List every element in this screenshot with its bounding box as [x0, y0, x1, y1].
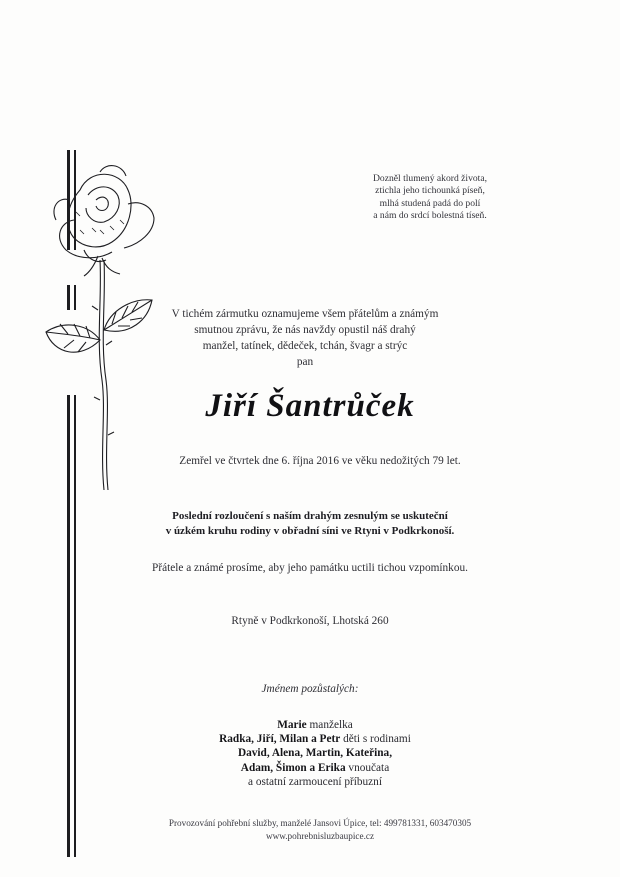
mourner-names: Radka, Jiří, Milan a Petr: [219, 733, 341, 746]
announcement-intro: [150, 306, 460, 370]
intro-line: V tichém zármutku oznamujeme všem přátelům a známým: [171, 308, 439, 320]
farewell-line: Poslední rozloučení s naším drahým zesnulým se uskuteční: [172, 510, 448, 522]
deceased-name: Jiří Šantrůček: [205, 388, 415, 424]
mourner-role: vnoučata: [345, 761, 390, 774]
poem-line: Dozněl tlumený akord života,: [372, 173, 488, 184]
mourner-line: [170, 746, 460, 760]
poem: [330, 173, 530, 223]
death-date-line: Zemřel ve čtvrtek dne 6. října 2016 ve věku nedožitých 79 let.: [179, 455, 461, 467]
farewell-notice: [110, 509, 510, 539]
mourner-names: Marie: [277, 719, 307, 731]
poem-line: mlhá studená padá do polí: [379, 197, 481, 209]
mourner-line: [170, 775, 460, 789]
funeral-service-footer: [110, 817, 530, 842]
intro-line: manžel, tatínek, dědeček, tchán, švagr a strýc: [202, 340, 408, 352]
intro-line: pan: [296, 356, 314, 368]
remembrance-request: Přátele a známé prosíme, aby jeho památku uctili tichou vzpomínkou.: [152, 562, 468, 574]
footer-website: www.pohrebnisluzbaupice.cz: [265, 830, 375, 841]
mourner-line: [170, 761, 460, 775]
intro-line: smutnou zprávu, že nás navždy opustil náš drahý: [194, 324, 416, 336]
mourner-role: manželka: [306, 719, 353, 731]
mourner-names: David, Alena, Martin, Kateřina,: [237, 747, 393, 760]
mourner-role: a ostatní zarmoucení příbuzní: [248, 775, 382, 788]
mourner-line: [170, 718, 460, 732]
mourners-list: [170, 718, 460, 789]
family-address: Rtyně v Podkrkonoší, Lhotská 260: [231, 615, 389, 627]
mourner-role: děti s rodinami: [340, 733, 411, 746]
mourner-line: [170, 732, 460, 746]
poem-line: ztichla jeho tichounká píseň,: [375, 185, 485, 197]
farewell-line: v úzkém kruhu rodiny v obřadní síni ve Rtyni v Podkrkonoší.: [165, 525, 455, 537]
mourner-names: Adam, Šimon a Erika: [240, 761, 346, 774]
footer-contact: Provozování pohřební služby, manželé Jansovi Úpice, tel: 499781331, 603470305: [168, 818, 472, 828]
poem-line: a nám do srdcí bolestná tíseň.: [373, 210, 487, 222]
on-behalf-heading: Jménem pozůstalých:: [261, 683, 359, 695]
